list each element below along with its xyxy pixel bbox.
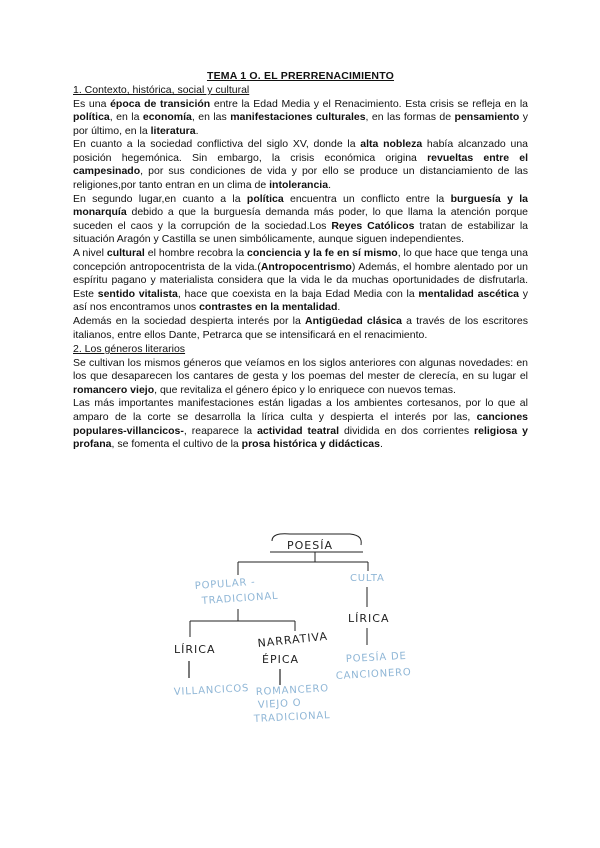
- section-2-heading: 2. Los géneros literarios: [73, 343, 186, 356]
- bold-term: manifestaciones culturales: [230, 111, 366, 124]
- bold-term: alta nobleza: [360, 138, 423, 151]
- paragraph: Además en la sociedad despierta interés por la Antigüedad clásica a través de los escritores italianos, entre ellos Dante, Petrarca que se intensificará en el renacimiento.: [73, 315, 528, 341]
- cancionero-label-line-1: POESÍA DE: [345, 650, 407, 665]
- section-1-heading: 1. Contexto, histórica, social y cultural: [73, 84, 250, 96]
- paragraph: En segundo lugar,en cuanto a la política encuentra un conflicto entre la burguesía y la monarquía debido a que la burguesía demanda más poder, lo que llama la atención porque suceden el caos y la corrupción de la sociedad.Los Reyes Católicos tratan de estabilizar la situación Aragón y Castilla se unen simbólicamente, aunque siguen independientes.: [73, 192, 528, 246]
- romancero-label-line-3: TRADICIONAL: [253, 709, 331, 725]
- culta-label: CULTA: [350, 573, 385, 584]
- bold-term: revueltas entre el campesinado: [73, 151, 528, 178]
- bold-term: literatura: [150, 124, 196, 137]
- document-title: TEMA 1 O. EL PRERRENACIMIENTO: [206, 70, 395, 82]
- bold-term: cultural: [106, 247, 145, 260]
- bold-term: religiosa y profana: [73, 424, 528, 451]
- bold-term: mentalidad ascética: [418, 287, 520, 300]
- poetry-concept-diagram: [150, 525, 450, 735]
- bold-term: romancero viejo: [73, 383, 155, 396]
- bold-term: Antropocentrismo: [260, 260, 352, 273]
- popular-label-line-1: POPULAR -: [194, 576, 256, 592]
- romancero-label-line-2: VIEJO O: [257, 697, 302, 711]
- bold-term: política: [246, 192, 284, 205]
- paragraph: En cuanto a la sociedad conflictiva del siglo XV, donde la alta nobleza había alcanzado una posición hegemónica. Sin embargo, la crisis económica origina revueltas entre el campesinado, por sus condiciones de vida y por ello se produce un distanciamiento de las religiones,por tanto entran en un clima de intolerancia.: [73, 138, 529, 192]
- bold-term: burguesía y la monarquía: [73, 192, 528, 219]
- villancicos-label: VILLANCICOS: [173, 683, 250, 698]
- bold-term: política: [73, 111, 110, 124]
- bold-term: contrastes en la mentalidad: [199, 301, 338, 314]
- paragraph: Las más importantes manifestaciones están ligadas a los ambientes cortesanos, por lo que al amparo de la corte se desarrolla la lírica culta y despierta el interés por las, canciones populares-villancicos-, reaparece la actividad teatral dividida en dos corrientes religiosa y profana, se fomenta el cultivo de la prosa histórica y didácticas.: [73, 397, 528, 451]
- bold-term: actividad teatral: [257, 424, 340, 437]
- diagram-root-label: POESÍA: [287, 539, 333, 552]
- narrativa-label-line-1: NARRATIVA: [256, 629, 329, 650]
- paragraph: A nivel cultural el hombre recobra la conciencia y la fe en sí mismo, lo que hace que tenga una concepción antropocentrista de la vida.(Antropocentrismo) Además, el hombre alentado por un espíritu pagano y materialista considera que la vida le da muchas oportunidades de disfrutarla. Este sentido vitalista, hace que coexista en la baja Edad Media con la mentalidad ascética y así nos encontramos unos contrastes en la mentalidad.: [73, 247, 528, 314]
- paragraph: Es una época de transición entre la Edad Media y el Renacimiento. Esta crisis se refleja en la política, en la economía, en las manifestaciones culturales, en las formas de pensamiento y por último, en la literatura.: [73, 97, 528, 137]
- cancionero-label-line-2: CANCIONERO: [335, 667, 412, 682]
- popular-label-line-2: TRADICIONAL: [201, 590, 279, 607]
- narrativa-label-line-2: ÉPICA: [262, 653, 300, 666]
- bold-term: pensamiento: [454, 111, 520, 124]
- bold-term: canciones populares-villancicos-: [73, 411, 528, 437]
- culta-lirica-label: LÍRICA: [348, 612, 390, 625]
- popular-lirica-label: LÍRICA: [174, 643, 216, 656]
- diagram-svg: [150, 525, 450, 735]
- bold-term: época de transición: [110, 97, 211, 110]
- bold-term: intolerancia: [269, 179, 329, 192]
- bold-term: sentido vitalista: [97, 287, 178, 300]
- bold-term: conciencia y la fe en sí mismo: [247, 247, 398, 260]
- bold-term: prosa histórica y didácticas: [241, 438, 380, 451]
- bold-term: Antigüedad clásica: [305, 315, 402, 327]
- romancero-label-line-1: ROMANCERO: [255, 683, 330, 698]
- document-page: [73, 70, 528, 452]
- paragraph: Se cultivan los mismos géneros que veíamos en los siglos anteriores con algunas novedades: en los que desaparecen los cantares de gesta y los poemas del mester de clerecía, en su lugar el romancero viejo, que revitaliza el género épico y lo enriquece con nuevos temas.: [73, 356, 528, 396]
- bold-term: economía: [142, 111, 192, 124]
- bold-term: Reyes Católicos: [331, 219, 415, 232]
